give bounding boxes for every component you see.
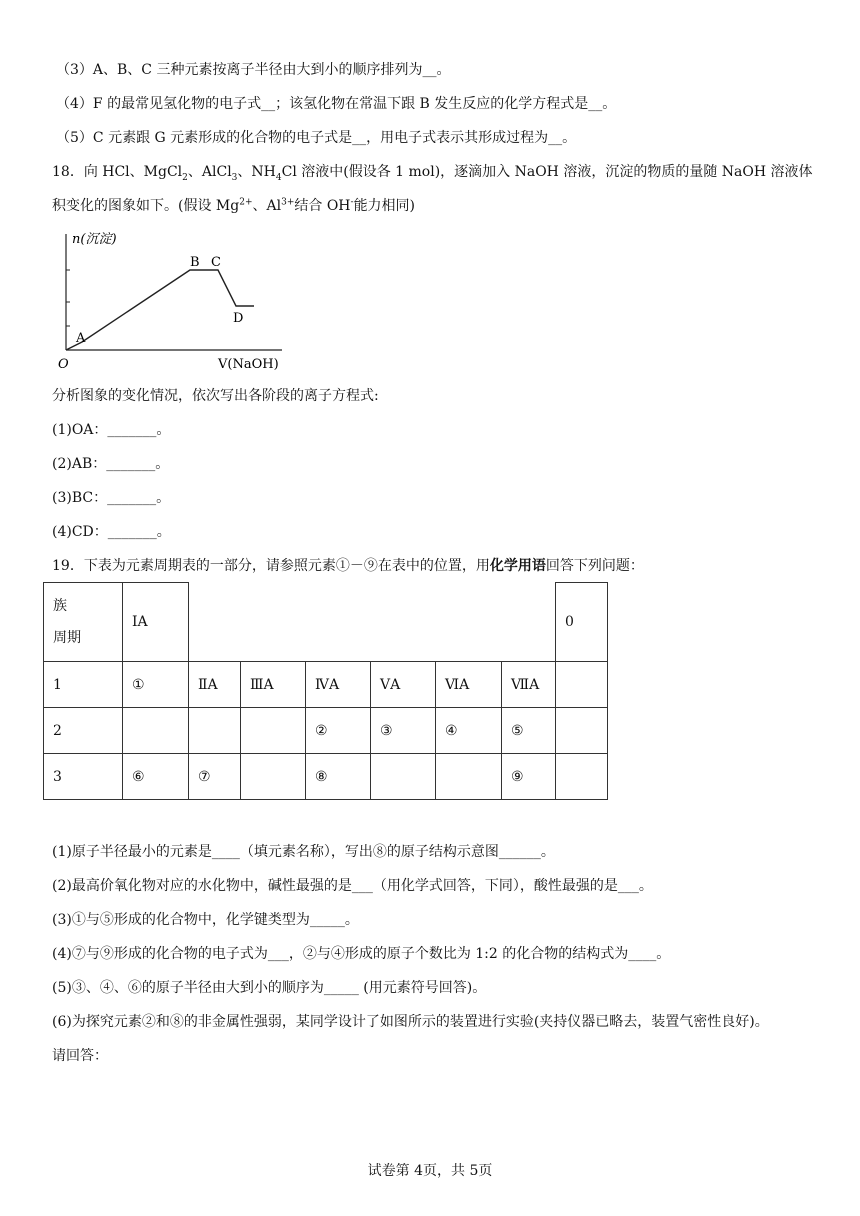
q18-stem-line1: 18．向 HCl、MgCl$_2$、AlCl$_3$、$NH_4Cl$ 溶液中(假设各 1 mol)，逐滴加入 NaOH 溶液，沉淀的物质的量随 NaOH 溶液体: [52, 164, 813, 183]
group-cell: ⅤA: [371, 662, 436, 708]
table-row: [44, 754, 608, 800]
q19-part5: (5)③、④、⑥的原子半径由大到小的顺序为_____ (用元素符号回答)。: [52, 980, 487, 996]
q19-part3: (3)①与⑤形成的化合物中，化学键类型为_____。: [52, 912, 359, 928]
q19-part4: (4)⑦与⑨形成的化合物的电子式为___，②与④形成的原子个数比为 1:2 的化合物的结构式为____。: [52, 946, 671, 962]
q18-stem-line2: 积变化的图象如下。(假设 $Mg^{2+}$、$Al^{3+}$结合 OH-能力相同): [52, 197, 416, 214]
q17-part4: （4）F 的最常见氢化物的电子式__；该氢化物在常温下跟 B 发生反应的化学方程式是__。: [56, 96, 617, 112]
header-group-ia: IA: [123, 583, 189, 662]
element-cell: [241, 708, 306, 754]
x-axis-label: V(NaOH): [218, 357, 279, 372]
element-cell: ③: [371, 708, 436, 754]
q18-blank-oa: (1)OA：_______。: [52, 422, 171, 438]
q17-part3: （3）A、B、C 三种元素按离子半径由大到小的顺序排列为__。: [56, 62, 451, 78]
element-cell: ②: [306, 708, 371, 754]
q19-please-answer: 请回答：: [52, 1048, 108, 1064]
point-label-a: A: [76, 331, 86, 346]
element-cell: [241, 754, 306, 800]
precipitate-curve: [66, 270, 254, 350]
page-footer: 试卷第 4页，共 5页: [367, 1163, 493, 1179]
table-row: [44, 708, 608, 754]
group-cell: ⅣA: [306, 662, 371, 708]
group-cell: ⅢA: [241, 662, 306, 708]
element-cell: ⑤: [502, 708, 556, 754]
element-cell: [436, 754, 502, 800]
element-cell: [556, 708, 608, 754]
precipitate-graph: [52, 224, 302, 374]
q18-blank-bc: (3)BC：_______。: [52, 490, 171, 506]
table-header-row: [44, 583, 608, 662]
q17-part5: （5）C 元素跟 G 元素形成的化合物的电子式是__，用电子式表示其形成过程为__。: [56, 130, 577, 146]
element-cell: [556, 754, 608, 800]
period-cell: 3: [44, 754, 123, 800]
y-axis-label: n(沉淀): [72, 232, 117, 247]
point-label-b: B: [190, 255, 200, 270]
period-cell: 2: [44, 708, 123, 754]
q19-stem: 19．下表为元素周期表的一部分，请参照元素①－⑨在表中的位置，用化学用语回答下列问题：: [52, 558, 644, 574]
element-cell: ⑧: [306, 754, 371, 800]
q19-part1: (1)原子半径最小的元素是____（填元素名称），写出⑧的原子结构示意图______。: [52, 844, 555, 860]
q19-part2: (2)最高价氧化物对应的水化物中，碱性最强的是___（用化学式回答，下同），酸性最强的是___。: [52, 878, 653, 894]
period-cell: 1: [44, 662, 123, 708]
q18-analysis: 分析图象的变化情况，依次写出各阶段的离子方程式:: [52, 388, 379, 404]
point-label-d: D: [233, 311, 244, 326]
header-corner: 族 周期: [44, 583, 123, 662]
element-cell: [371, 754, 436, 800]
periodic-table: [43, 582, 608, 800]
group-cell: [556, 662, 608, 708]
q18-blank-ab: (2)AB：_______。: [52, 456, 170, 472]
element-cell: [123, 708, 189, 754]
origin-label: O: [58, 357, 69, 372]
q18-blank-cd: (4)CD：_______。: [52, 524, 171, 540]
element-cell: ①: [123, 662, 189, 708]
element-cell: ④: [436, 708, 502, 754]
q19-part6: (6)为探究元素②和⑧的非金属性强弱，某同学设计了如图所示的装置进行实验(夹持仪器已略去，装置气密性良好)。: [52, 1014, 769, 1030]
group-cell: ⅦA: [502, 662, 556, 708]
group-cell: ⅥA: [436, 662, 502, 708]
point-label-c: C: [211, 255, 221, 270]
table-row: [44, 662, 608, 708]
header-gap: [189, 583, 556, 662]
element-cell: ⑦: [189, 754, 241, 800]
element-cell: ⑥: [123, 754, 189, 800]
element-cell: ⑨: [502, 754, 556, 800]
header-group-0: 0: [556, 583, 608, 662]
group-cell: ⅡA: [189, 662, 241, 708]
element-cell: [189, 708, 241, 754]
